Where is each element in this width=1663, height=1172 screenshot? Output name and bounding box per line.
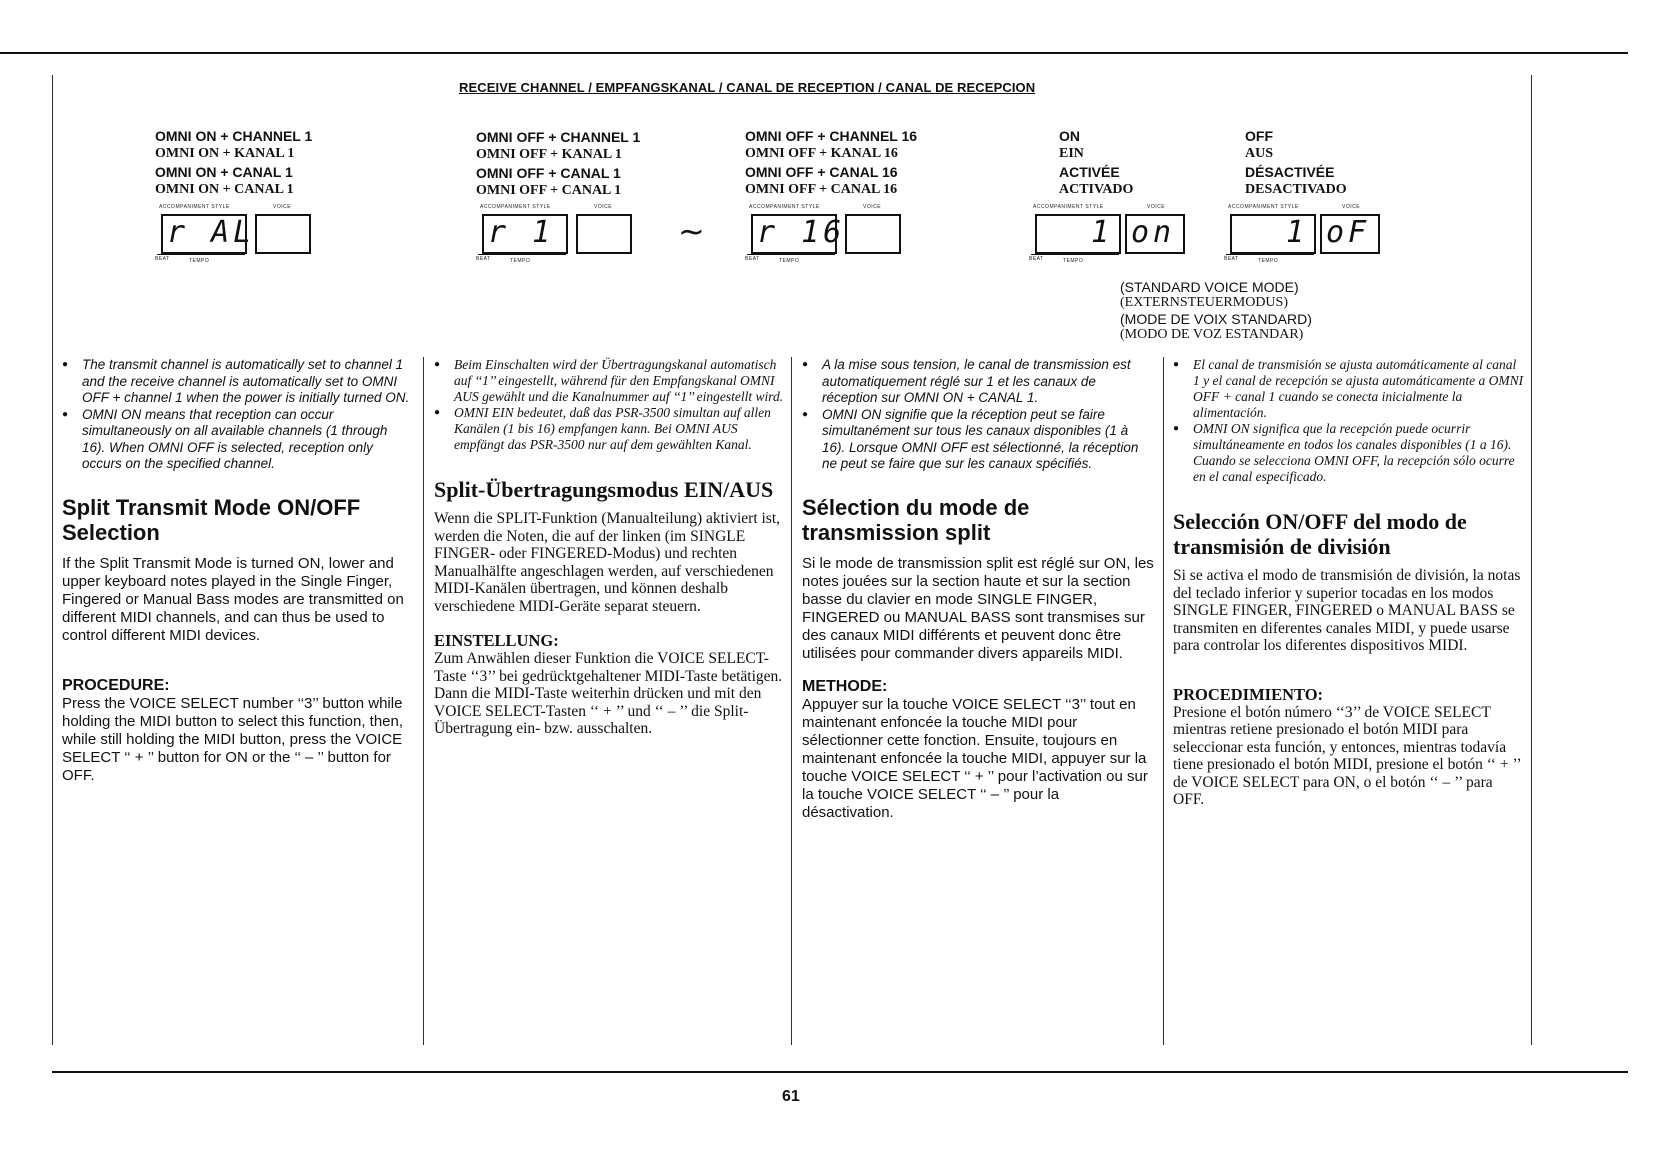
label-line: OMNI OFF + CANAL 1 (476, 165, 621, 181)
mode-note-line: (MODE DE VOIX STANDARD) (1120, 311, 1312, 327)
procedure-heading: EINSTELLUNG: (434, 631, 559, 650)
lcd-tempo-label: TEMPO (1063, 258, 1084, 264)
label-line: AUS (1245, 146, 1274, 161)
procedure-heading: METHODE: (802, 677, 888, 695)
lcd-beat-line (1226, 254, 1314, 255)
lcd-voice-label: VOICE (273, 204, 292, 210)
label-line: OMNI ON + CANAL 1 (155, 164, 293, 180)
lcd-voice-label: VOICE (1342, 204, 1361, 210)
lcd-tempo-label: TEMPO (510, 258, 531, 264)
body-text: Si le mode de transmission split est réglé sur ON, les notes jouées sur la section haute et sur la section basse du clavier en mode SINGLE FINGER, FINGERED ou MANUAL BASS sont transmises sur des canaux MIDI différents et peuvent donc être utilisées pour commander divers appareils MIDI. (802, 554, 1154, 662)
label-line: OMNI ON + KANAL 1 (155, 146, 295, 161)
label-line: OMNI OFF + CANAL 16 (745, 182, 898, 197)
label-line: OMNI OFF + CHANNEL 1 (476, 129, 641, 145)
lcd-beat-label: BEAT (1029, 256, 1044, 262)
lcd-voice-label: VOICE (1147, 204, 1166, 210)
lcd-display-omni-off-ch16 (745, 204, 905, 270)
section-heading: Split-Übertragungsmodus EIN/AUS (434, 477, 774, 502)
label-on (1059, 127, 1133, 199)
lcd-voice-text: on (1131, 215, 1176, 250)
bullet-item: ● A la mise sous tension, le canal de transmission est automatiquement réglé sur 1 et les canaux de réception sur OMNI ON + CANAL 1. (802, 357, 1154, 407)
label-off (1245, 127, 1347, 199)
bullet-item: ● Beim Einschalten wird der Übertragungskanal automatisch auf ‘‘1’’ eingestellt, während für den Empfangskanal OMNI AUS gewählt und die Kanalnummer auf ‘‘1’’ eingestellt wird. (434, 357, 784, 405)
body-text: Si se activa el modo de transmisión de división, la notas del teclado inferior y superior tocadas en los modos SINGLE FINGER, FINGERED o MANUAL BASS se transmiten en diferentes canales MIDI, y puede usarse para controlar los diferentes dispositivos MIDI. (1173, 567, 1521, 654)
lcd-display-on (1029, 204, 1189, 270)
label-line: OMNI OFF + CANAL 16 (745, 164, 898, 180)
lcd-display-off (1224, 204, 1384, 270)
lcd-main-text: r 16 (757, 215, 846, 250)
page-number: 61 (782, 1088, 800, 1105)
lcd-main-text: 1 (1286, 215, 1309, 250)
lcd-display-omni-on (155, 204, 315, 270)
section-heading: Split Transmit Mode ON/OFF Selection (62, 494, 361, 545)
lcd-voice-box (255, 214, 311, 254)
bullet-item: ● OMNI EIN bedeutet, daß das PSR-3500 simultan auf allen Kanälen (1 bis 16) empfangen kann. Bei OMNI AUS empfängt das PSR-3500 nur auf dem gewählten Kanal. (434, 405, 784, 453)
lcd-voice-box (576, 214, 632, 254)
lcd-beat-label: BEAT (745, 256, 760, 262)
label-line: OMNI ON + CANAL 1 (155, 182, 294, 197)
standard-voice-mode-notes (1120, 279, 1312, 343)
procedure-text: Press the VOICE SELECT number ‘‘3’’ button while holding the MIDI button to select this function, then, while still holding the MIDI button, press the VOICE SELECT ‘‘ + ’’ button for ON or the ‘‘ – ’’ button for OFF. (62, 694, 404, 784)
lcd-tempo-label: TEMPO (1258, 258, 1279, 264)
lcd-beat-label: BEAT (476, 256, 491, 262)
bullet-list (1173, 357, 1525, 485)
lcd-main-text: r 1 (488, 215, 555, 250)
bullet-list (62, 357, 412, 473)
lcd-voice-text: oF (1326, 215, 1371, 250)
lcd-beat-line (157, 254, 245, 255)
lcd-voice-label: VOICE (594, 204, 613, 210)
column-divider (423, 357, 424, 1045)
lcd-voice-box (845, 214, 901, 254)
mode-note-line: (EXTERNSTEUERMODUS) (1120, 295, 1288, 310)
label-line: OMNI OFF + CHANNEL 16 (745, 128, 918, 144)
lcd-beat-label: BEAT (1224, 256, 1239, 262)
bullet-item: ● OMNI ON signifie que la réception peut se faire simultanément sur tous les canaux disponibles (1 à 16). Lorsque OMNI OFF est sélectionné, la réception ne peut se faire que sur les canaux spécifiés. (802, 407, 1154, 473)
label-line: OMNI ON + CHANNEL 1 (155, 128, 313, 144)
lcd-main-text: r AL (167, 215, 256, 250)
lcd-tempo-label: TEMPO (779, 258, 800, 264)
range-tilde: ~ (678, 212, 705, 250)
label-line: ACTIVADO (1059, 182, 1134, 197)
label-line: OMNI OFF + KANAL 16 (745, 146, 898, 161)
label-omni-off-ch1 (476, 128, 640, 200)
lcd-display-omni-off-ch1 (476, 204, 636, 270)
top-rule (0, 52, 1628, 54)
label-line: ACTIVÉE (1059, 164, 1120, 180)
label-line: ON (1059, 128, 1080, 144)
procedure-text: Presione el botón número ‘‘3’’ de VOICE SELECT mientras retiene presionado el botón MIDI para seleccionar esta función, y entonces, mientras todavía tiene presionado el botón MIDI, presione el botón ‘‘ + ’’ de VOICE SELECT para ON, o el botón ‘‘ – ’’ para OFF. (1173, 703, 1521, 808)
lcd-accomp-label: ACCOMPANIMENT STYLE (480, 204, 551, 210)
bullet-item: ● El canal de transmisión se ajusta automáticamente al canal 1 y el canal de recepción se ajusta automáticamente a OMNI OFF + canal 1 cuando se conecta inicialmente la alimentación. (1173, 357, 1525, 421)
bullet-list (434, 357, 784, 453)
label-omni-on-ch1 (155, 127, 312, 199)
procedure-text: Zum Anwählen dieser Funktion die VOICE SELECT-Taste ‘‘3’’ bei gedrücktgehaltener MIDI-Taste betätigen. Dann die MIDI-Taste weiterhin drücken und mit den VOICE SELECT-Tasten ‘‘ + ’’ und ‘‘ – ’’ die Split-Übertragung ein- bzw. ausschalten. (434, 650, 783, 737)
mode-note-line: (STANDARD VOICE MODE) (1120, 279, 1299, 295)
bullet-list (802, 357, 1154, 473)
lcd-beat-line (478, 254, 566, 255)
lcd-beat-line (1031, 254, 1119, 255)
column-divider (791, 357, 792, 1045)
mode-note-line: (MODO DE VOZ ESTANDAR) (1120, 327, 1304, 342)
body-text: If the Split Transmit Mode is turned ON, lower and upper keyboard notes played in the Single Finger, Fingered or Manual Bass modes are transmitted on different MIDI channels, and can thus be used to control different MIDI devices. (62, 554, 404, 644)
label-line: DESACTIVADO (1245, 182, 1347, 197)
procedure-heading: PROCEDIMIENTO: (1173, 684, 1324, 704)
label-line: OMNI OFF + CANAL 1 (476, 183, 622, 198)
lcd-accomp-label: ACCOMPANIMENT STYLE (1228, 204, 1299, 210)
frame-right-line (1531, 75, 1532, 1045)
lcd-main-text: 1 (1091, 215, 1114, 250)
procedure-heading: PROCEDURE: (62, 676, 170, 694)
label-line: OMNI OFF + KANAL 1 (476, 147, 622, 162)
lcd-voice-label: VOICE (863, 204, 882, 210)
lcd-accomp-label: ACCOMPANIMENT STYLE (159, 204, 230, 210)
column-german (434, 357, 784, 738)
bullet-item: ● The transmit channel is automatically set to channel 1 and the receive channel is automatically set to OMNI OFF + channel 1 when the power is initially turned ON. (62, 357, 412, 407)
column-english (62, 357, 412, 785)
lcd-accomp-label: ACCOMPANIMENT STYLE (749, 204, 820, 210)
bottom-rule (52, 1071, 1628, 1073)
frame-left-line (52, 75, 53, 1045)
procedure-text: Appuyer sur la touche VOICE SELECT ‘‘3’’ tout en maintenant enfoncée la touche MIDI pour sélectionner cette fonction. Ensuite, toujours en maintenant enfoncée la touche MIDI, appuyer sur la touche VOICE SELECT ‘‘ + ’’ pour l’activation ou sur la touche VOICE SELECT ‘‘ – ’’ pour la désactivation. (802, 695, 1148, 821)
bullet-item: ● OMNI ON means that reception can occur simultaneously on all available channels (1 through 16). When OMNI OFF is selected, reception only occurs on the specified channel. (62, 407, 412, 473)
label-line: EIN (1059, 146, 1084, 161)
lcd-beat-label: BEAT (155, 256, 170, 262)
body-text: Wenn die SPLIT-Funktion (Manualteilung) aktiviert ist, werden die Noten, die auf der linken (im SINGLE FINGER- oder FINGERED-Modus) und rechten Manualhälfte angeschlagen werden, auf verschiedenen MIDI-Kanälen übertragen, und können deshalb verschiedene MIDI-Geräte separat steuern. (434, 510, 781, 615)
column-french (802, 357, 1154, 822)
section-heading: Sélection du mode de transmission split (802, 494, 1030, 545)
lcd-beat-line (747, 254, 835, 255)
label-omni-off-ch16 (745, 127, 917, 199)
lcd-accomp-label: ACCOMPANIMENT STYLE (1033, 204, 1104, 210)
lcd-tempo-label: TEMPO (189, 258, 210, 264)
label-line: DÉSACTIVÉE (1245, 164, 1335, 180)
label-line: OFF (1245, 128, 1273, 144)
column-spanish (1173, 357, 1525, 809)
column-divider (1163, 357, 1164, 1045)
section-title: RECEIVE CHANNEL / EMPFANGSKANAL / CANAL DE RECEPTION / CANAL DE RECEPCION (459, 80, 1036, 95)
section-heading: Selección ON/OFF del modo de transmisión de división (1173, 509, 1467, 559)
bullet-item: ● OMNI ON significa que la recepción puede ocurrir simultáneamente en todos los canales disponibles (1 a 16). Cuando se selecciona OMNI OFF, la recepción sólo ocurre en el canal especificado. (1173, 421, 1525, 485)
